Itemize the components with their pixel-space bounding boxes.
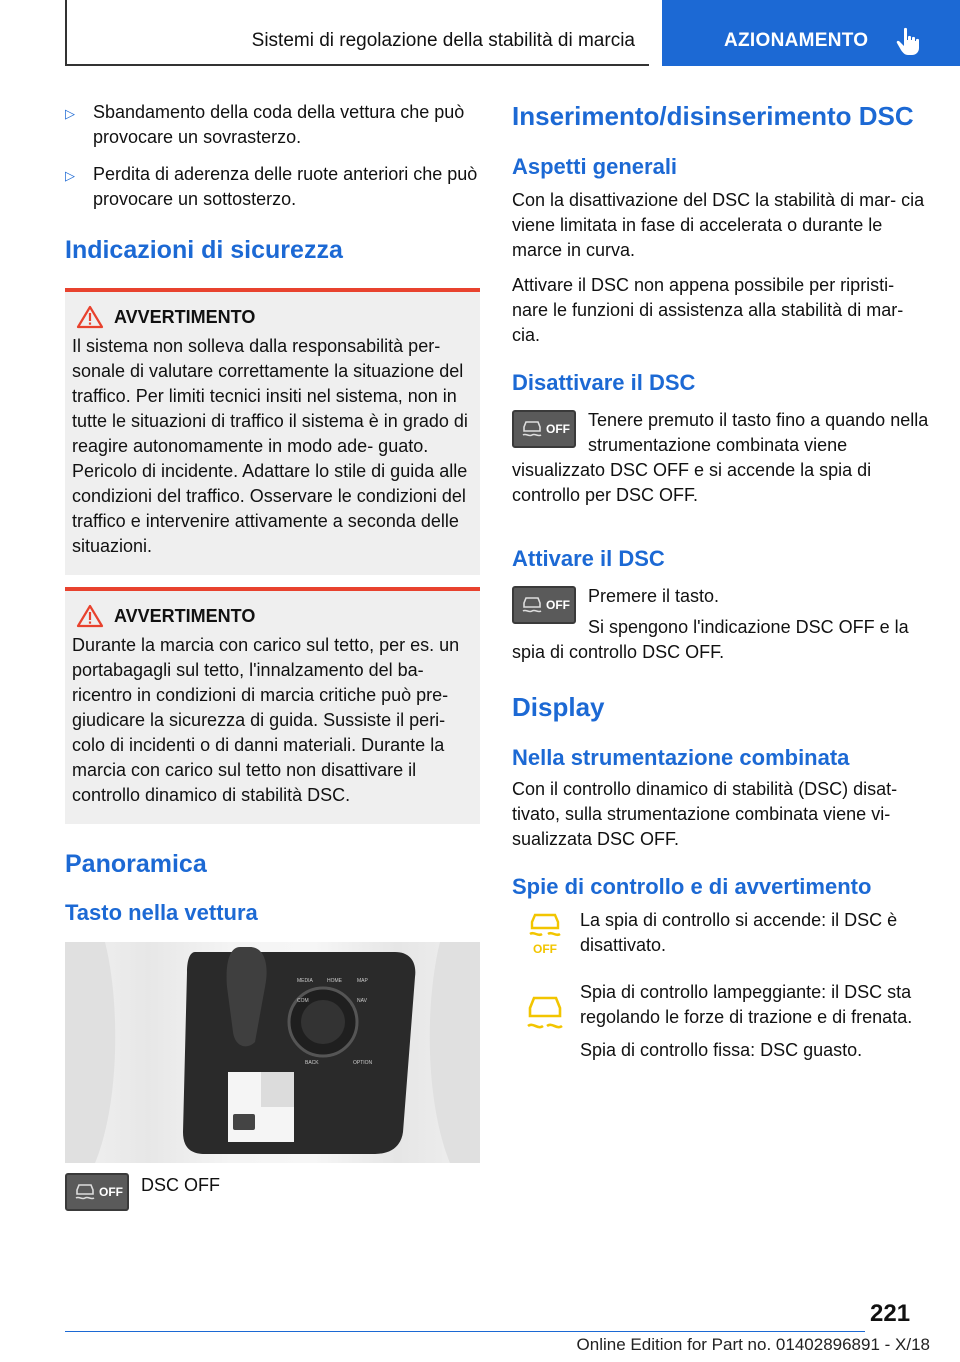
warning-triangle-icon	[76, 604, 104, 628]
main-heading: Inserimento/disinserimento DSC	[512, 101, 914, 131]
dsc-off-caption-row	[65, 1173, 480, 1211]
overview-heading: Panoramica	[65, 850, 207, 878]
deactivate-heading: Disattivare il DSC	[512, 370, 696, 395]
footer-rule	[65, 1331, 865, 1332]
car-skid-icon	[520, 593, 544, 617]
dsc-off-lamp-icon	[520, 908, 570, 958]
center-console-illustration	[65, 942, 480, 1163]
lamp2-text-1: Spia di controllo lampeggiante: il DSC sta regolando le forze di trazione e di frenata.	[580, 982, 913, 1027]
lamp2-text-2: Spia di controllo fissa: DSC guasto.	[580, 1040, 863, 1060]
center-console-photo	[65, 942, 480, 1163]
hand-pointer-icon	[895, 27, 923, 57]
photo-label: OPTION	[353, 1060, 373, 1066]
warning-text: Il sistema non solleva dalla responsabilità per- sonale di valutare correttamente la situazione del traffico. Per limiti tecnici insiti nel sistema, non in tutte le situazioni di traffico il sistema è in grado di reagire autonomamente in modo ade- guato. Pericolo di incidente. Adattare lo stile di guida alle condizioni del traffico. Osservare le condizioni del traffico e intervenire attivamente a seconda delle situazioni.	[72, 336, 468, 556]
header-bottom-rule	[65, 64, 649, 66]
activate-block	[512, 584, 930, 665]
list-item-text: Sbandamento della coda della vettura che può provocare un sovrasterzo.	[93, 102, 465, 147]
footer-edition: Online Edition for Part no. 01402896891 - X/18	[576, 1335, 930, 1354]
warning-text: Durante la marcia con carico sul tetto, per es. un portabagagli sul tetto, l'innalzamento del ba- ricentro in condizioni di marcia critiche può pre- giudicare la sicurezza di guida. Sussiste il peri- colo di incidenti o di danni materiali. Durante la marcia con carico sul tetto non disattivare il controllo dinamico di stabilità DSC.	[72, 635, 460, 805]
warning-box	[65, 587, 480, 824]
page-number: 221	[870, 1300, 911, 1327]
header-title: Sistemi di regolazione della stabilità di marcia	[251, 30, 635, 51]
header-section-tab	[662, 0, 960, 66]
dsc-off-button-icon	[65, 1173, 129, 1211]
off-label: OFF	[546, 422, 570, 436]
lamp-row-dsc	[512, 980, 930, 1063]
general-paragraph-1: Con la disattivazione del DSC la stabilità di mar- cia viene limitata in fase di accelerata o durante le marce in curva.	[512, 190, 925, 260]
photo-label: HOME	[327, 978, 342, 984]
warning-box	[65, 288, 480, 575]
list-item-text: Perdita di aderenza delle ruote anteriori che può provocare un sottosterzo.	[93, 164, 478, 209]
dsc-lamp-icon	[520, 990, 570, 1040]
car-skid-icon	[73, 1180, 97, 1204]
lamp-off-label: OFF	[533, 942, 557, 956]
photo-label: MAP	[357, 978, 368, 984]
lamp1-text: La spia di controllo si accende: il DSC è disattivato.	[580, 910, 898, 955]
off-label: OFF	[546, 598, 570, 612]
right-column	[512, 100, 930, 1063]
cluster-text: Con il controllo dinamico di stabilità (DSC) disat- tivato, sulla strumentazione combinata viene vi- sualizzata DSC OFF.	[512, 779, 898, 849]
section-tab-label: AZIONAMENTO	[724, 30, 869, 51]
general-paragraph-2: Attivare il DSC non appena possibile per ripristi- nare le funzioni di assistenza alla stabilità di mar- cia.	[512, 275, 904, 345]
dsc-off-button-icon	[512, 586, 576, 624]
lamp-row-off	[512, 908, 930, 958]
bullet-triangle-icon: ▷	[65, 106, 75, 121]
activate-text-1: Premere il tasto.	[588, 586, 720, 606]
photo-label: BACK	[305, 1060, 319, 1066]
photo-label: MEDIA	[297, 978, 313, 984]
list-item	[65, 162, 480, 212]
off-label: OFF	[99, 1185, 123, 1199]
activate-text-2: Si spengono l'indicazione DSC OFF e la spia di controllo DSC OFF.	[512, 617, 909, 662]
lamps-heading: Spie di controllo e di avvertimento	[512, 874, 872, 899]
warning-triangle-icon	[76, 305, 104, 329]
safety-heading: Indicazioni di sicurezza	[65, 236, 343, 264]
warning-title: AVVERTIMENTO	[114, 306, 256, 327]
car-skid-icon	[520, 417, 544, 441]
header-left-rule	[65, 0, 67, 66]
activate-heading: Attivare il DSC	[512, 546, 665, 571]
bullet-triangle-icon: ▷	[65, 168, 75, 183]
button-caption: DSC OFF	[141, 1175, 220, 1195]
photo-label: NAV	[357, 998, 367, 1004]
list-item	[65, 100, 480, 150]
deactivate-text: Tenere premuto il tasto fino a quando nella strumentazione combinata viene visualizzato DSC OFF e si accende la spia di controllo per DSC OFF.	[512, 410, 929, 505]
photo-label: COM	[297, 998, 309, 1004]
display-heading: Display	[512, 692, 605, 722]
cluster-heading: Nella strumentazione combinata	[512, 745, 850, 770]
button-heading: Tasto nella vettura	[65, 900, 258, 925]
general-heading: Aspetti generali	[512, 154, 678, 179]
deactivate-block	[512, 408, 930, 508]
warning-title: AVVERTIMENTO	[114, 605, 256, 626]
left-column	[65, 100, 480, 1211]
dsc-off-button-icon	[512, 410, 576, 448]
